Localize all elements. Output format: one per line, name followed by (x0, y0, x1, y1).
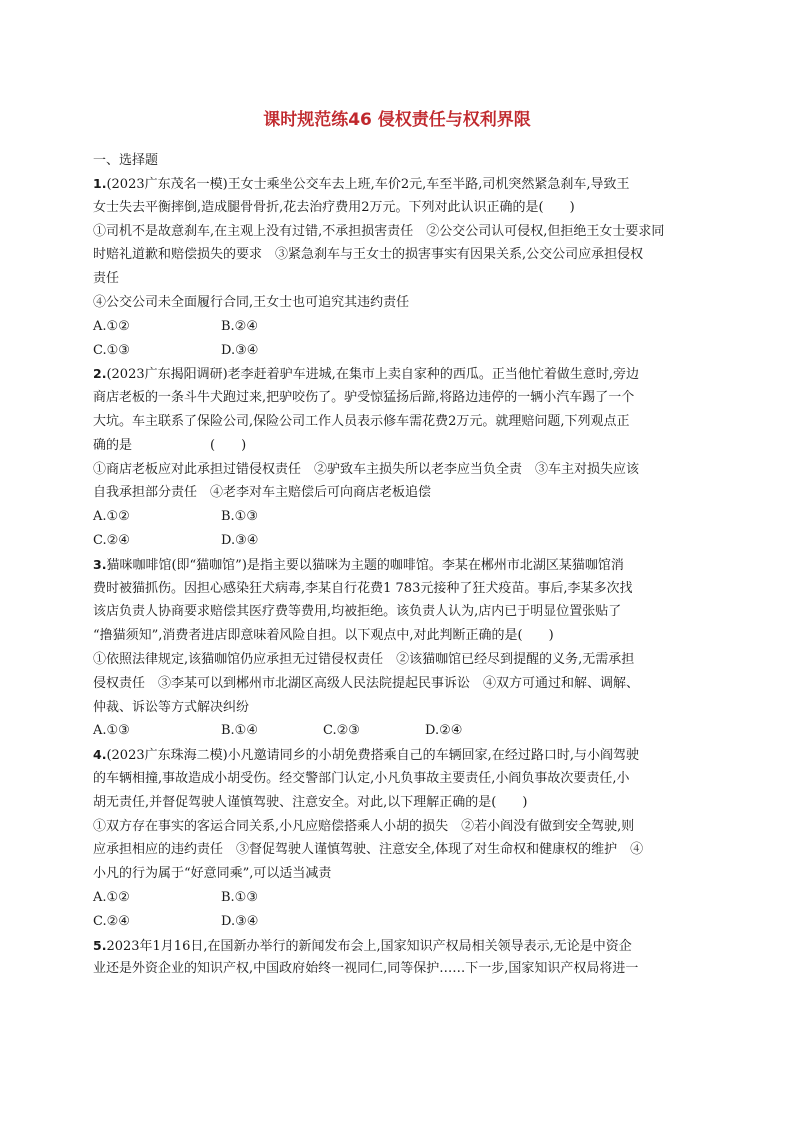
question-text: “撸猫须知”,消费者进店即意味着风险自担。以下观点中,对此判断正确的是( ) (93, 628, 554, 644)
question-text: (2023广东珠海二模)小凡邀请同乡的小胡免费搭乘自己的车辆回家,在经过路口时,与小阎驾驶 (106, 748, 639, 764)
question-text-line (93, 172, 701, 196)
question-text-line (93, 577, 701, 601)
question-text-line (93, 291, 701, 315)
option-a: A.①③ (93, 723, 130, 739)
question-text: (2023广东揭阳调研)老李赶着驴车进城,在集市上卖自家种的西瓜。正当他忙着做生意时,旁边 (106, 367, 639, 383)
question-text-line (93, 696, 701, 720)
question-number: 5. (93, 937, 107, 953)
option-d: D.②④ (425, 723, 463, 739)
question-text-line (93, 410, 701, 434)
question-5 (93, 934, 701, 982)
options-row (93, 886, 701, 910)
question-text-line (93, 243, 701, 267)
question-text: 的车辆相撞,事故造成小胡受伤。经交警部门认定,小凡负事故主要责任,小阎负事故次要责任,小 (93, 770, 630, 786)
option-c: C.①③ (93, 342, 130, 358)
question-text: 大坑。车主联系了保险公司,保险公司工作人员表示修车需花费2万元。就理赔问题,下列观点正 (93, 413, 630, 429)
option-b: B.①③ (221, 889, 258, 905)
option-a: A.①② (93, 318, 130, 334)
question-text: 业还是外资企业的知识产权,中国政府始终一视同仁,同等保护……下一步,国家知识产权局将进一 (93, 961, 639, 977)
question-text: 胡无责任,并督促驾驶人谨慎驾驶、注意安全。对此,以下理解正确的是( ) (93, 794, 528, 810)
question-number: 2. (93, 366, 107, 382)
question-text-line (93, 362, 701, 386)
question-text-line (93, 672, 701, 696)
question-list (93, 172, 701, 981)
question-number: 4. (93, 747, 107, 763)
question-text-line (93, 267, 701, 291)
question-text-line (93, 934, 701, 958)
option-b: B.①③ (221, 509, 258, 525)
options-row (93, 910, 701, 934)
question-text: 猫咪咖啡馆(即“猫咖馆”)是指主要以猫咪为主题的咖啡馆。李某在郴州市北湖区某猫咖馆消 (106, 557, 624, 573)
question-text: ①依照法律规定,该猫咖馆仍应承担无过错侵权责任 ②该猫咖馆已经尽到提醒的义务,无需承担 (93, 651, 635, 667)
option-d: D.③④ (221, 532, 259, 548)
question-text-line (93, 957, 701, 981)
options-row (93, 339, 701, 363)
option-a: A.①② (93, 509, 130, 525)
question-text: 确的是 ( ) (93, 437, 247, 453)
question-text-line (93, 434, 701, 458)
question-text: ①双方存在事实的客运合同关系,小凡应赔偿搭乘人小胡的损失 ②若小阎没有做到安全驾驶,则 (93, 818, 635, 834)
question-text-line (93, 624, 701, 648)
option-a: A.①② (93, 889, 130, 905)
question-text: 自我承担部分责任 ④老李对车主赔偿后可向商店老板追偿 (93, 485, 432, 501)
question-text: 时赔礼道歉和赔偿损失的要求 ③紧急刹车与王女士的损害事实有因果关系,公交公司应承担侵权 (93, 247, 644, 263)
question-text: 该店负责人协商要求赔偿其医疗费等费用,均被拒绝。该负责人认为,店内已于明显位置张贴了 (93, 604, 622, 620)
option-b: B.①④ (221, 723, 258, 739)
question-text-line (93, 600, 701, 624)
question-3 (93, 553, 701, 743)
question-text-line (93, 553, 701, 577)
question-4 (93, 743, 701, 933)
question-text-line (93, 862, 701, 886)
options-row (93, 719, 701, 743)
option-d: D.③④ (221, 342, 259, 358)
options-row (93, 529, 701, 553)
question-text-line (93, 791, 701, 815)
question-number: 1. (93, 176, 107, 191)
question-text: 女士失去平衡摔倒,造成腿骨骨折,花去治疗费用2万元。下列对此认识正确的是( ) (93, 199, 575, 215)
option-d: D.③④ (221, 913, 259, 929)
question-text-line (93, 767, 701, 791)
question-1 (93, 172, 701, 362)
question-text: 应承担相应的违约责任 ③督促驾驶人谨慎驾驶、注意安全,体现了对生命权和健康权的维护 ④ (93, 842, 644, 858)
document-page (93, 108, 701, 981)
question-text-line (93, 648, 701, 672)
page-title: 课时规范练46 侵权责任与权利界限 (263, 110, 531, 130)
question-text-line (93, 196, 701, 220)
section-heading: 一、选择题 (93, 153, 159, 168)
option-c: C.②④ (93, 532, 130, 548)
question-text-line (93, 458, 701, 482)
option-b: B.②④ (221, 318, 258, 334)
question-text: 费时被猫抓伤。因担心感染狂犬病毒,李某自行花费1 783元接种了狂犬疫苗。事后,李某多次找 (93, 580, 633, 596)
question-text-line (93, 815, 701, 839)
question-text-line (93, 481, 701, 505)
question-number: 3. (93, 556, 107, 572)
options-row (93, 315, 701, 339)
question-2 (93, 362, 701, 552)
question-text: 侵权责任 ③李某可以到郴州市北湖区高级人民法院提起民事诉讼 ④双方可通过和解、调解、 (93, 675, 640, 691)
question-text: 责任 (93, 271, 120, 287)
question-text-line (93, 743, 701, 767)
question-text: ①商店老板应对此承担过错侵权责任 ②驴致车主损失所以老李应当负全责 ③车主对损失应该 (93, 461, 640, 477)
question-text: 商店老板的一条斗牛犬跑过来,把驴咬伤了。驴受惊猛扬后蹄,将路边违停的一辆小汽车踢了一个 (93, 390, 635, 406)
question-text-line (93, 386, 701, 410)
option-c: C.②③ (323, 723, 360, 739)
question-text: ④公交公司未全面履行合同,王女士也可追究其违约责任 (93, 294, 410, 310)
question-text: 2023年1月16日,在国新办举行的新闻发布会上,国家知识产权局相关领导表示,无论是中资企 (106, 938, 632, 954)
option-c: C.②④ (93, 913, 130, 929)
question-text-line (93, 220, 701, 244)
options-row (93, 505, 701, 529)
question-text-line (93, 838, 701, 862)
question-text: 小凡的行为属于“好意同乘”,可以适当减责 (93, 866, 332, 882)
question-text: (2023广东茂名一模)王女士乘坐公交车去上班,车价2元,车至半路,司机突然紧急刹车,导致王 (106, 177, 630, 192)
question-text: 仲裁、诉讼等方式解决纠纷 (93, 699, 250, 715)
question-text: ①司机不是故意刹车,在主观上没有过错,不承担损害责任 ②公交公司认可侵权,但拒绝王女士要求同 (93, 223, 665, 239)
